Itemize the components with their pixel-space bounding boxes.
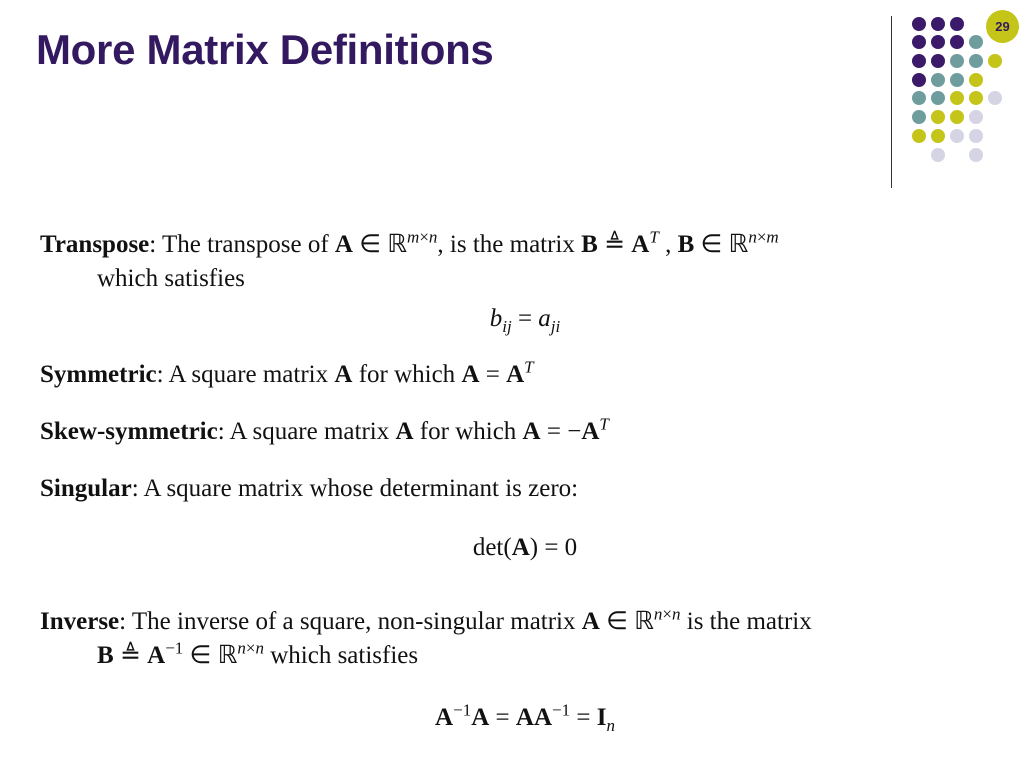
slide-body (40, 228, 1010, 735)
decorative-dot (969, 91, 983, 105)
skew-text-1: : A square matrix (217, 418, 396, 445)
decorative-dot (912, 17, 926, 31)
decorative-dot (912, 54, 926, 68)
decorative-dot (969, 73, 983, 87)
term-skew-symmetric: Skew-symmetric (40, 418, 218, 445)
decorative-dot (931, 91, 945, 105)
decorative-dot (950, 17, 964, 31)
inverse-equation: $A^{-1}A = AA^{-1} = I_n$ (435, 700, 615, 735)
decorative-dot (950, 110, 964, 124)
decorative-dot (988, 91, 1002, 105)
decorative-dot (931, 148, 945, 162)
symmetric-text-1: : A square matrix (156, 361, 335, 388)
decorative-dot (950, 73, 964, 87)
transpose-text-1: : The transpose of (149, 231, 335, 258)
symmetric-text-2: for which (352, 361, 462, 388)
decorative-dot (931, 54, 945, 68)
skew-text-2: for which (413, 418, 523, 445)
divider-line (891, 16, 892, 188)
decorative-dot (912, 91, 926, 105)
inverse-text-2: is the matrix (680, 608, 812, 635)
decorative-dot (969, 129, 983, 143)
page-number: 29 (995, 19, 1010, 34)
decorative-dot (912, 129, 926, 143)
skew-symmetric-definition: Skew-symmetric: A square matrix A for which $A = -A^T$ (40, 414, 609, 445)
inverse-text-1: : The inverse of a square, non-singular matrix (119, 608, 582, 635)
decorative-dot (950, 35, 964, 49)
inverse-text-3: which satisfies (263, 642, 419, 669)
decorative-dot (988, 54, 1002, 68)
decorative-dot (969, 35, 983, 49)
decorative-dot (912, 110, 926, 124)
singular-text-1: : A square matrix whose determinant is zero: (131, 475, 579, 502)
term-inverse: Inverse (40, 608, 120, 635)
transpose-text-2: , is the matrix (437, 231, 582, 258)
symmetric-definition: Symmetric: A square matrix A for which $A = A^T$ (40, 357, 534, 388)
decorative-dot (931, 35, 945, 49)
decorative-dot (931, 17, 945, 31)
decorative-dot (950, 91, 964, 105)
decorative-dot (931, 129, 945, 143)
slide-title: More Matrix Definitions (36, 26, 494, 73)
decorative-dot (969, 110, 983, 124)
decorative-dot (969, 148, 983, 162)
decorative-dot (931, 73, 945, 87)
inverse-definition: Inverse: The inverse of a square, non-singular matrix A ∈ ℝ$^{n\times n}$ is the matrix (40, 604, 812, 635)
transpose-equation: $b_{ij} = a_{ji}$ (489, 305, 561, 336)
singular-equation: det(A) = 0 (472, 534, 578, 561)
term-transpose: Transpose (40, 231, 150, 258)
decorative-dot (950, 54, 964, 68)
transpose-continuation (40, 262, 1010, 296)
decorative-dot (912, 73, 926, 87)
term-singular: Singular (40, 475, 132, 502)
term-symmetric: Symmetric (40, 361, 157, 388)
singular-definition (40, 472, 1010, 506)
page-number-badge (986, 10, 1019, 43)
transpose-text-3: which satisfies (97, 265, 245, 292)
inverse-continuation: B ≜ $A^{-1}$ ∈ ℝ$^{n\times n}$ which satisfies (97, 638, 419, 669)
decorative-dot (912, 35, 926, 49)
decorative-dot (969, 54, 983, 68)
decorative-dot (931, 110, 945, 124)
transpose-definition: Transpose: The transpose of A ∈ ℝ$^{m\times n}$, is the matrix B ≜ $A^T$ , B ∈ ℝ$^{n\times m}$ (40, 227, 779, 258)
decorative-dot (950, 129, 964, 143)
